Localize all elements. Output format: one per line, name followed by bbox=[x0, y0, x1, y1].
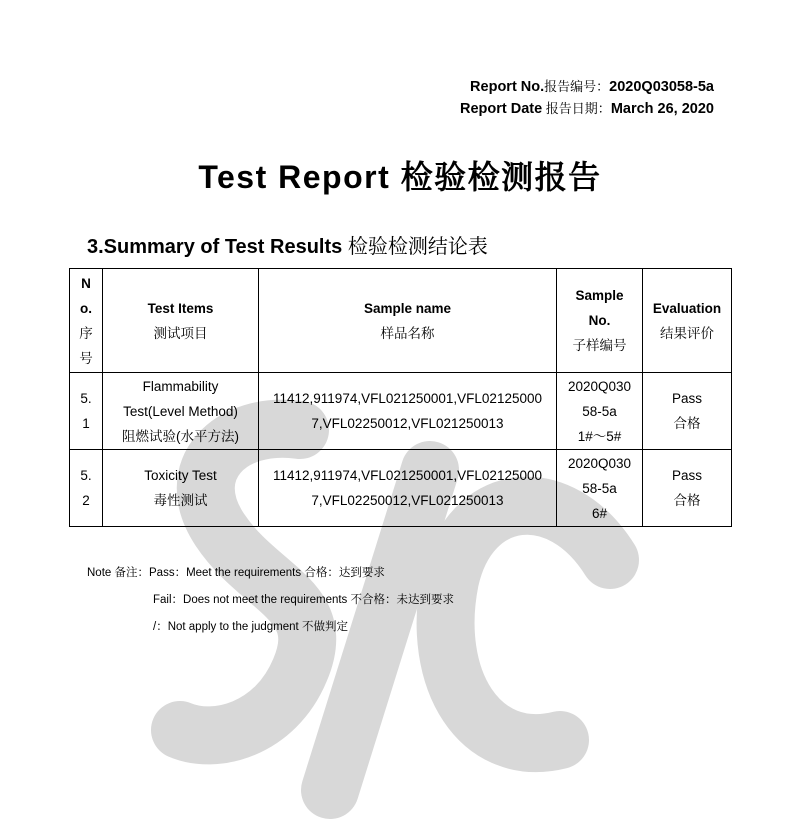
report-number-value: 2020Q03058-5a bbox=[609, 79, 714, 95]
cell-line: 5. bbox=[80, 391, 92, 406]
header-no-line: 号 bbox=[79, 350, 93, 366]
note-na-text: /：Not apply to the judgment 不做判定 bbox=[153, 621, 348, 633]
page-title-cn: 检验检测报告 bbox=[400, 159, 602, 195]
report-date-label-cn: 报告日期： bbox=[542, 101, 611, 116]
cell-evaluation bbox=[643, 373, 732, 450]
cell-sample-no bbox=[557, 373, 643, 450]
header-sample-no-line: 子样编号 bbox=[572, 338, 627, 353]
cell-line: 58-5a bbox=[582, 480, 617, 496]
header-evaluation bbox=[643, 269, 732, 373]
table-row bbox=[70, 450, 732, 527]
cell-line: 1#～5# bbox=[577, 428, 622, 444]
cell-line: 7,VFL02250012,VFL021250013 bbox=[311, 416, 504, 431]
cell-line: Flammability bbox=[142, 378, 219, 394]
notes bbox=[87, 560, 454, 641]
header-no bbox=[70, 269, 103, 373]
header-sample-name-line: Sample name bbox=[363, 300, 452, 316]
header-evaluation-line: 结果评价 bbox=[660, 325, 714, 341]
cell-no bbox=[70, 373, 103, 450]
cell-line: 合格 bbox=[673, 416, 701, 431]
results-table bbox=[69, 268, 732, 527]
cell-sample-no bbox=[557, 450, 643, 527]
note-line-fail bbox=[87, 587, 454, 614]
cell-line: 5. bbox=[80, 468, 92, 483]
cell-line: 2020Q030 bbox=[567, 455, 632, 471]
header-sample-no bbox=[557, 269, 643, 373]
section-title-en: 3.Summary of Test Results bbox=[87, 236, 343, 258]
report-date-value: March 26, 2020 bbox=[610, 101, 714, 117]
cell-test-item bbox=[103, 450, 259, 527]
cell-line: 毒性测试 bbox=[153, 493, 208, 508]
report-number-line bbox=[460, 76, 714, 98]
cell-line: 阻燃试验(水平方法) bbox=[122, 428, 239, 444]
report-date-label: Report Date bbox=[460, 101, 543, 117]
note-pass-text: Pass：Meet the requirements 合格：达到要求 bbox=[149, 567, 385, 579]
header-sample-no-line: No. bbox=[588, 313, 611, 328]
report-meta bbox=[460, 76, 714, 120]
table-header-row bbox=[70, 269, 732, 373]
report-number-label-cn: 报告编号： bbox=[544, 79, 610, 94]
cell-no bbox=[70, 450, 103, 527]
report-number-label: Report No. bbox=[470, 79, 545, 95]
note-label: Note 备注： bbox=[87, 567, 149, 579]
header-no-line: o. bbox=[80, 300, 92, 316]
note-line-pass bbox=[87, 560, 454, 587]
note-line-na bbox=[87, 614, 454, 641]
header-no-line: N bbox=[81, 275, 91, 291]
cell-line: 1 bbox=[82, 416, 90, 431]
cell-line: 58-5a bbox=[582, 403, 617, 419]
watermark-letter-c bbox=[446, 506, 610, 743]
cell-line: Test(Level Method) bbox=[123, 403, 238, 419]
cell-line: 7,VFL02250012,VFL021250013 bbox=[311, 493, 504, 508]
header-sample-name-line: 样品名称 bbox=[380, 325, 435, 341]
section-title-cn: 检验检测结论表 bbox=[347, 236, 488, 258]
header-sample-name bbox=[259, 269, 557, 373]
note-fail-text: Fail：Does not meet the requirements 不合格：未达到要求 bbox=[153, 594, 455, 606]
table-row bbox=[70, 373, 732, 450]
page-title bbox=[0, 152, 800, 198]
page-title-en: Test Report bbox=[198, 159, 391, 195]
cell-line: Pass bbox=[671, 391, 702, 406]
report-date-line bbox=[460, 98, 714, 120]
header-items-line: 测试项目 bbox=[153, 325, 208, 341]
cell-line: 合格 bbox=[673, 493, 701, 508]
cell-test-item bbox=[103, 373, 259, 450]
cell-line: 6# bbox=[591, 505, 608, 521]
cell-line: Pass bbox=[671, 468, 702, 483]
header-no-line: 序 bbox=[79, 325, 93, 341]
header-items-line: Test Items bbox=[147, 300, 214, 316]
header-evaluation-line: Evaluation bbox=[652, 300, 722, 316]
cell-line: 11412,911974,VFL021250001,VFL02125000 bbox=[273, 468, 542, 483]
cell-line: 2 bbox=[82, 493, 90, 508]
cell-sample-name bbox=[259, 373, 557, 450]
header-test-items bbox=[103, 269, 259, 373]
cell-evaluation bbox=[643, 450, 732, 527]
cell-line: 11412,911974,VFL021250001,VFL02125000 bbox=[273, 391, 542, 406]
header-sample-no-line: Sample bbox=[575, 288, 624, 303]
cell-line: 2020Q030 bbox=[567, 378, 632, 394]
section-title bbox=[87, 230, 488, 259]
cell-line: Toxicity Test bbox=[144, 468, 217, 483]
cell-sample-name bbox=[259, 450, 557, 527]
